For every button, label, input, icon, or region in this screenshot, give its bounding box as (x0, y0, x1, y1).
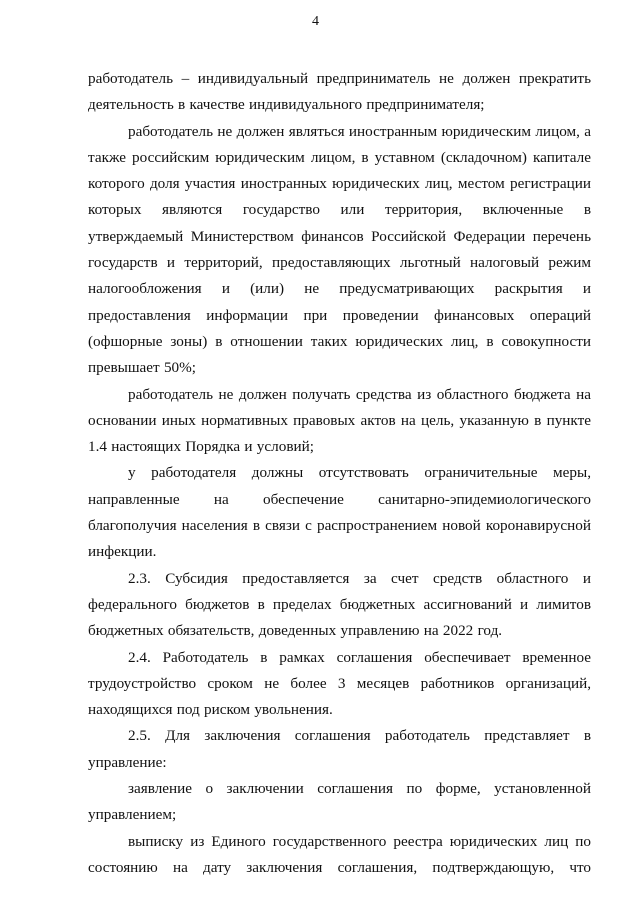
paragraph-application: заявление о заключении соглашения по форме, установленной управлением; (88, 780, 591, 824)
paragraph-ip-activity: работодатель – индивидуальный предприниматель не должен прекратить деятельность в качестве индивидуального предпринимателя; (88, 70, 591, 114)
paragraph-2-4-employment: 2.4. Работодатель в рамках соглашения обеспечивает временное трудоустройство сроком не более 3 месяцев работников организаций, находящихся под риском увольнения. (88, 648, 591, 719)
paragraph-registry-extract: выписку из Единого государственного реестра юридических лиц по состоянию на дату заключения соглашения, подтверждающую, что (88, 832, 591, 876)
page-number: 4 (312, 14, 319, 29)
document-body (88, 66, 591, 881)
paragraph-restrictive-measures: у работодателя должны отсутствовать ограничительные меры, направленные на обеспечение санитарно-эпидемиологического благополучия населения в связи с распространением новой коронавирусной инфекции. (88, 464, 591, 561)
paragraph-foreign-entity: работодатель не должен являться иностранным юридическим лицом, а также российским юридическим лицом, в уставном (складочном) капитале которого доля участия иностранных юридических лиц, местом регистрации которых являются государство или территория, включенные в утверждаемый Министерством финансов Российской Федерации перечень государств и территорий, предоставляющих льготный налоговый режим налогообложения и (или) не предусматривающих раскрытия и предоставления информации при проведении финансовых операций (офшорные зоны) в отношении таких юридических лиц, в совокупности превышает 50%; (88, 122, 591, 377)
paragraph-regional-budget: работодатель не должен получать средства из областного бюджета на основании иных нормативных правовых актов на цель, указанную в пункте 1.4 настоящих Порядка и условий; (88, 385, 591, 456)
paragraph-2-3-subsidy: 2.3. Субсидия предоставляется за счет средств областного и федерального бюджетов в пределах бюджетных ассигнований и лимитов бюджетных обязательств, доведенных управлению на 2022 год. (88, 569, 591, 640)
paragraph-2-5-documents: 2.5. Для заключения соглашения работодатель представляет в управление: (88, 727, 591, 771)
